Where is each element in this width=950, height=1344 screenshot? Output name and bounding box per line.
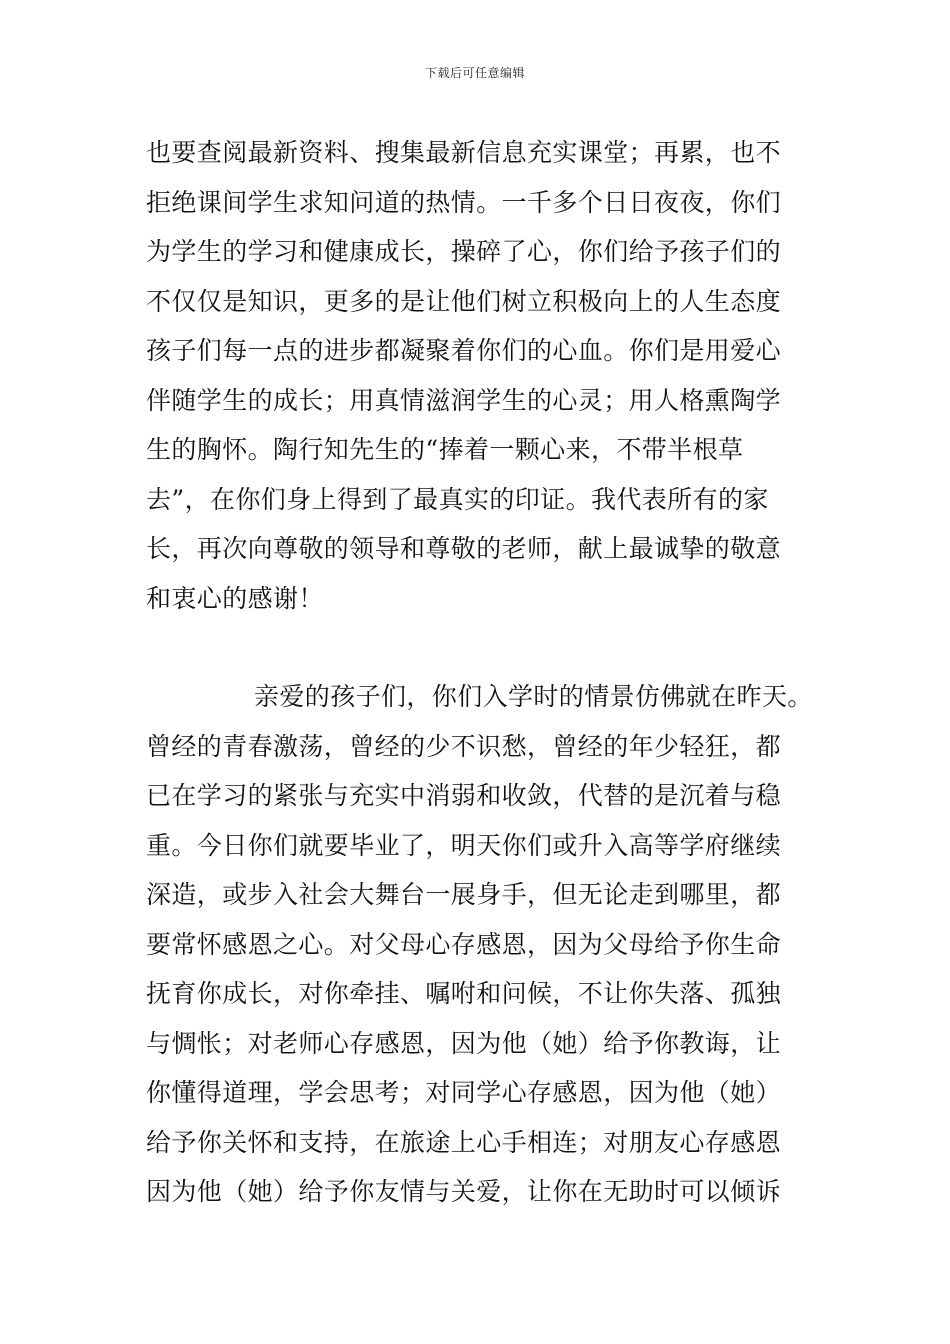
text-line: 为学生的学习和健康成长，操碎了心，你们给予孩子们的	[146, 237, 782, 266]
text-line: 曾经的青春激荡，曾经的少不识愁，曾经的年少轻狂，都	[146, 731, 782, 761]
text-line: 长，再次向尊敬的领导和尊敬的老师，献上最诚挚的敬意	[146, 534, 782, 563]
text-line: 不仅仅是知识，更多的是让他们树立积极向上的人生态度	[146, 286, 782, 316]
paragraph-spacer	[146, 623, 836, 672]
text-line: 因为他（她）给予你友情与关爱，让你在无助时可以倾诉	[146, 1177, 782, 1206]
paragraph-2	[146, 672, 836, 1217]
text-line: 拒绝课间学生求知问道的热情。一千多个日日夜夜，你们	[146, 187, 782, 217]
text-line: 和衷心的感谢！	[146, 583, 324, 613]
text-line: 与惆怅；对老师心存感恩，因为他（她）给予你教诲，让	[146, 1028, 782, 1058]
text-line: 伴随学生的成长；用真情滋润学生的心灵；用人格熏陶学	[146, 385, 782, 415]
text-line: 孩子们每一点的进步都凝聚着你们的心血。你们是用爱心	[146, 336, 782, 365]
text-line: 已在学习的紧张与充实中消弱和收敛，代替的是沉着与稳	[146, 781, 782, 810]
text-line: 给予你关怀和支持，在旅途上心手相连；对朋友心存感恩	[146, 1127, 782, 1157]
paragraph-1	[146, 128, 836, 623]
text-line: 抚育你成长，对你牵挂、嘱咐和问候，不让你失落、孤独	[146, 979, 782, 1008]
text-line: 你懂得道理，学会思考；对同学心存感恩，因为他（她）	[146, 1078, 782, 1107]
text-line: 也要查阅最新资料、搜集最新信息充实课堂；再累，也不	[146, 138, 782, 167]
text-line: 生的胸怀。陶行知先生的“捧着一颗心来，不带半根草	[146, 435, 744, 464]
text-line: 去”，在你们身上得到了最真实的印证。我代表所有的家	[146, 484, 769, 514]
page-header: 下载后可任意编辑	[424, 66, 525, 80]
text-line: 深造，或步入社会大舞台一展身手，但无论走到哪里，都	[146, 880, 782, 909]
text-line: 重。今日你们就要毕业了，明天你们或升入高等学府继续	[146, 830, 782, 860]
text-line: 要常怀感恩之心。对父母心存感恩，因为父母给予你生命	[146, 929, 782, 959]
document-body	[146, 128, 836, 1217]
text-line-indented: 亲爱的孩子们，你们入学时的情景仿佛就在昨天。	[254, 682, 813, 711]
